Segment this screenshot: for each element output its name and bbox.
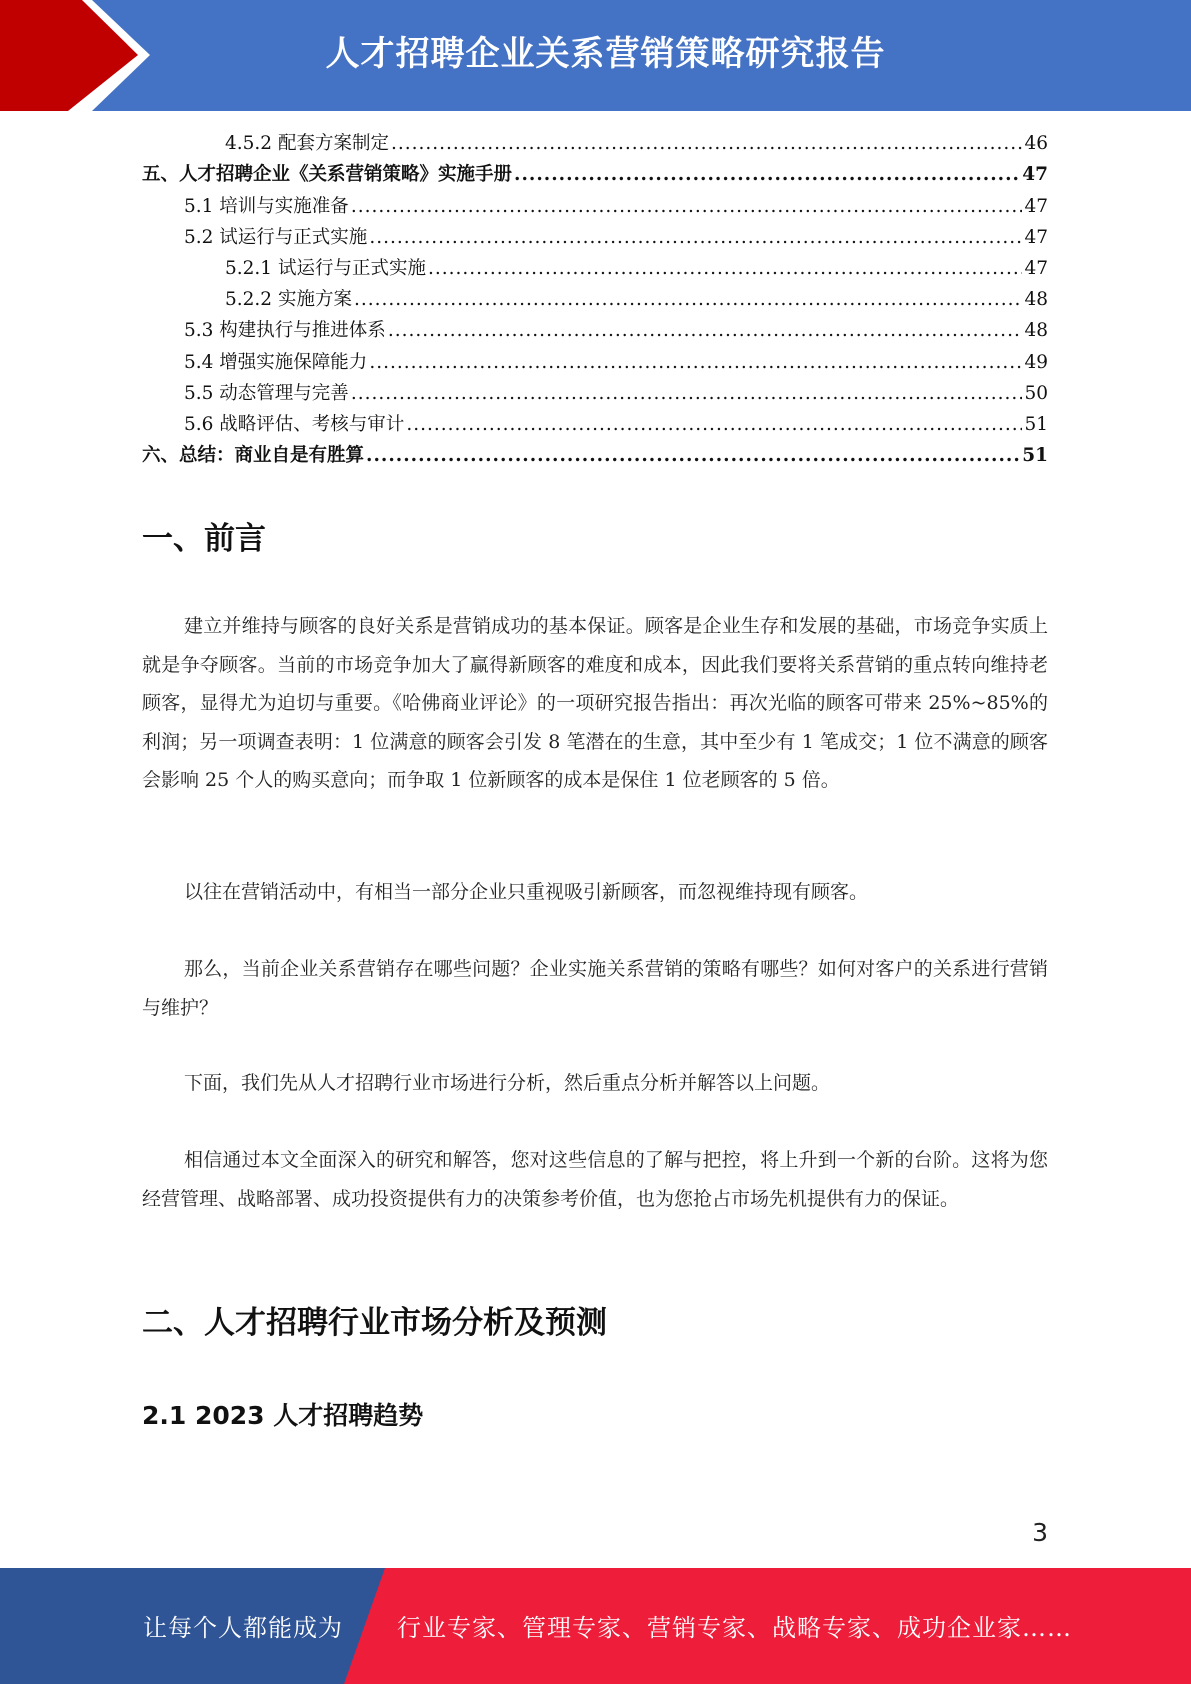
body-paragraph: 相信通过本文全面深入的研究和解答，您对这些信息的了解与把控，将上升到一个新的台阶。这将为您经营管理、战略部署、成功投资提供有力的决策参考价值，也为您抢占市场先机提供有力的保证。: [142, 1149, 1048, 1210]
toc-entry-text: 5.1 培训与实施准备: [184, 195, 349, 217]
toc-page-number: 47: [1024, 226, 1048, 248]
toc-leader-dots: [388, 315, 1023, 346]
toc-entry-text: 5.2 试运行与正式实施: [184, 226, 368, 248]
toc-entry-text: 5.4 增强实施保障能力: [184, 351, 368, 373]
toc-page-number: 51: [1024, 413, 1048, 435]
toc-page-number: 50: [1024, 382, 1048, 404]
toc-leader-dots: [354, 284, 1023, 315]
toc-entry-text: 六、总结：商业自是有胜算: [142, 445, 365, 467]
toc-entry-text: 5.6 战略评估、考核与审计: [184, 413, 405, 435]
toc-page-number: 48: [1024, 320, 1048, 342]
report-title: 人才招聘企业关系营销策略研究报告: [325, 34, 886, 74]
footer-slogan-right: 行业专家、管理专家、营销专家、战略专家、成功企业家……: [397, 1614, 1072, 1642]
toc-leader-dots: [351, 191, 1023, 222]
toc-entry-text: 五、人才招聘企业《关系营销策略》实施手册: [142, 164, 513, 186]
toc-leader-dots: [428, 253, 1022, 284]
toc-page-number: 51: [1022, 445, 1048, 467]
toc-entry[interactable]: [142, 284, 1048, 315]
toc-entry-text: 5.3 构建执行与推进体系: [184, 320, 386, 342]
toc-entry-text: 5.2.1 试运行与正式实施: [225, 257, 426, 279]
toc-leader-dots: [351, 378, 1023, 409]
footer-slogan-left: 让每个人都能成为: [143, 1614, 343, 1642]
toc-entry[interactable]: [142, 253, 1048, 284]
body-paragraph: 以往在营销活动中，有相当一部分企业只重视吸引新顾客，而忽视维持现有顾客。: [184, 881, 869, 903]
section-heading-preface: 一、前言: [142, 521, 266, 557]
subsection-heading: 2.1 2023 人才招聘趋势: [142, 1401, 424, 1430]
toc-entry[interactable]: [142, 409, 1048, 440]
section-heading-market-analysis: 二、人才招聘行业市场分析及预测: [142, 1305, 607, 1341]
toc-entry[interactable]: [142, 222, 1048, 253]
toc-entry[interactable]: [142, 440, 1048, 471]
toc-leader-dots: [406, 409, 1022, 440]
toc-entry-text: 5.2.2 实施方案: [225, 289, 352, 311]
table-of-contents: [142, 128, 1048, 471]
toc-leader-dots: [366, 440, 1020, 471]
toc-entry[interactable]: [142, 128, 1048, 159]
toc-page-number: 46: [1024, 133, 1048, 155]
body-paragraph: 下面，我们先从人才招聘行业市场进行分析，然后重点分析并解答以上问题。: [184, 1072, 831, 1094]
toc-entry[interactable]: [142, 378, 1048, 409]
toc-entry[interactable]: [142, 315, 1048, 346]
toc-leader-dots: [514, 159, 1020, 190]
toc-page-number: 47: [1022, 164, 1048, 186]
toc-entry[interactable]: [142, 190, 1048, 221]
toc-entry-text: 4.5.2 配套方案制定: [225, 133, 389, 155]
toc-leader-dots: [369, 347, 1022, 378]
toc-leader-dots: [391, 128, 1022, 159]
body-paragraph: 那么，当前企业关系营销存在哪些问题？企业实施关系营销的策略有哪些？如何对客户的关系进行营销与维护？: [142, 958, 1048, 1019]
toc-entry-text: 5.5 动态管理与完善: [184, 382, 349, 404]
toc-page-number: 47: [1024, 195, 1048, 217]
toc-entry[interactable]: [142, 346, 1048, 377]
toc-page-number: 48: [1024, 289, 1048, 311]
toc-leader-dots: [369, 222, 1022, 253]
toc-page-number: 47: [1024, 257, 1048, 279]
body-paragraph: 建立并维持与顾客的良好关系是营销成功的基本保证。顾客是企业生存和发展的基础，市场竞争实质上就是争夺顾客。当前的市场竞争加大了赢得新顾客的难度和成本，因此我们要将关系营销的重点转向维持老顾客，显得尤为迫切与重要。《哈佛商业评论》的一项研究报告指出：再次光临的顾客可带来 25%~85%的利润；另一项调查表明：1 位满意的顾客会引发 8 笔潜在的生意，其中至少有 1 笔成交；1 位不满意的顾客会影响 25 个人的购买意向；而争取 1 位新顾客的成本是保住 1 位老顾客的 5 倍。: [142, 615, 1048, 791]
toc-page-number: 49: [1024, 351, 1048, 373]
page-header: [0, 0, 1191, 111]
page-footer: [0, 1568, 1191, 1684]
toc-entry[interactable]: [142, 159, 1048, 190]
page-number: 3: [1032, 1518, 1048, 1547]
